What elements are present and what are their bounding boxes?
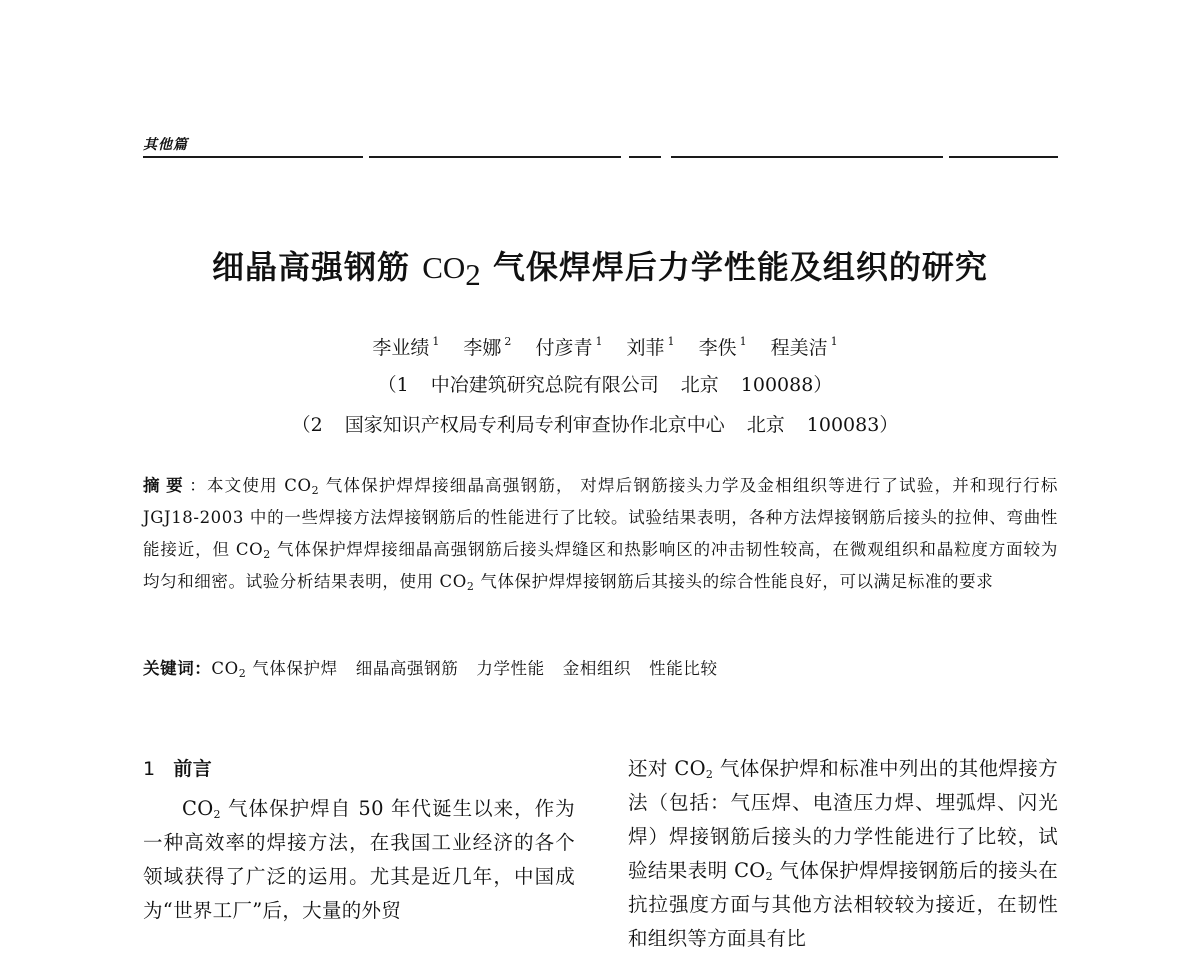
body-paragraph: $CO_2$ 气体保护焊自 50 年代诞生以来，作为一种高效率的焊接方法，在我国工业经济的各个领域获得了广泛的运用。尤其是近几年，中国成为“世界工厂”后，大量的外贸 <box>143 797 575 922</box>
title-co: CO <box>422 250 466 285</box>
author: 刘菲 $^1$ <box>626 335 675 359</box>
author: 李业绩 $^1$ <box>372 335 440 359</box>
paper-title <box>0 242 1200 292</box>
section-title: 前言 <box>173 758 212 780</box>
body-paragraph: 还对 $CO_2$ 气体保护焊和标准中列出的其他焊接方法（包括：气压焊、电渣压力焊、埋弧焊、闪光焊）焊接钢筋后接头的力学性能进行了比较，试验结果表明 $CO_2$ 气体保护焊焊接钢筋后的接头在抗拉强度方面与其他方法相较较为接近，在韧性和组织等方面具有比 <box>628 757 1058 950</box>
body-column-left <box>143 752 575 928</box>
affiliation-1: （1 中冶建筑研究总院有限公司 北京 100088） <box>377 374 833 396</box>
keyword: 力学性能 <box>476 659 545 678</box>
section-heading <box>143 752 575 786</box>
section-label: 其他篇 <box>143 137 188 153</box>
author-list <box>0 333 1200 360</box>
affiliation-2: （2 国家知识产权局专利局专利审查协作北京中心 北京 100083） <box>291 414 899 436</box>
body-column-right <box>628 752 1058 956</box>
keyword: 性能比较 <box>649 659 718 678</box>
keyword: 金相组织 <box>562 659 632 678</box>
section-number: 1 <box>143 758 156 780</box>
author: 付彦青 $^1$ <box>535 335 603 359</box>
abstract-label: 摘要 <box>143 476 190 495</box>
author: 李佚 $^1$ <box>698 335 747 359</box>
title-subscript: 2 <box>465 257 481 292</box>
keyword: 细晶高强钢筋 <box>355 659 459 678</box>
title-part2: 气保焊焊后力学性能及组织的研究 <box>480 248 988 286</box>
abstract: 摘要：本文使用 $CO_2$ 气体保护焊焊接细晶高强钢筋， 对焊后钢筋接头力学及金相组织等进行了试验，并和现行行标 JGJ18-2003 中的一些焊接方法焊接钢筋后的性能进行了比较。试验结果表明，各种方法焊接钢筋后接头的拉伸、弯曲性能接近，但 $CO_2$ 气体保护焊焊接细晶高强钢筋后接头焊缝区和热影响区的冲击韧性较高，在微观组织和晶粒度方面较为均匀和细密。试验分析结果表明，使用 $CO_2$ 气体保护焊焊接钢筋后其接头的综合性能良好，可以满足标准的要求 <box>143 476 1058 593</box>
title-part1: 细晶高强钢筋 <box>212 248 423 286</box>
keyword: $CO_2$ 气体保护焊 <box>211 659 338 680</box>
author: 李娜 $^2$ <box>463 335 512 359</box>
keywords <box>143 655 1058 679</box>
header-rule <box>143 156 1058 158</box>
author: 程美洁 $^1$ <box>770 335 838 359</box>
keywords-label: 关键词： <box>143 659 212 678</box>
